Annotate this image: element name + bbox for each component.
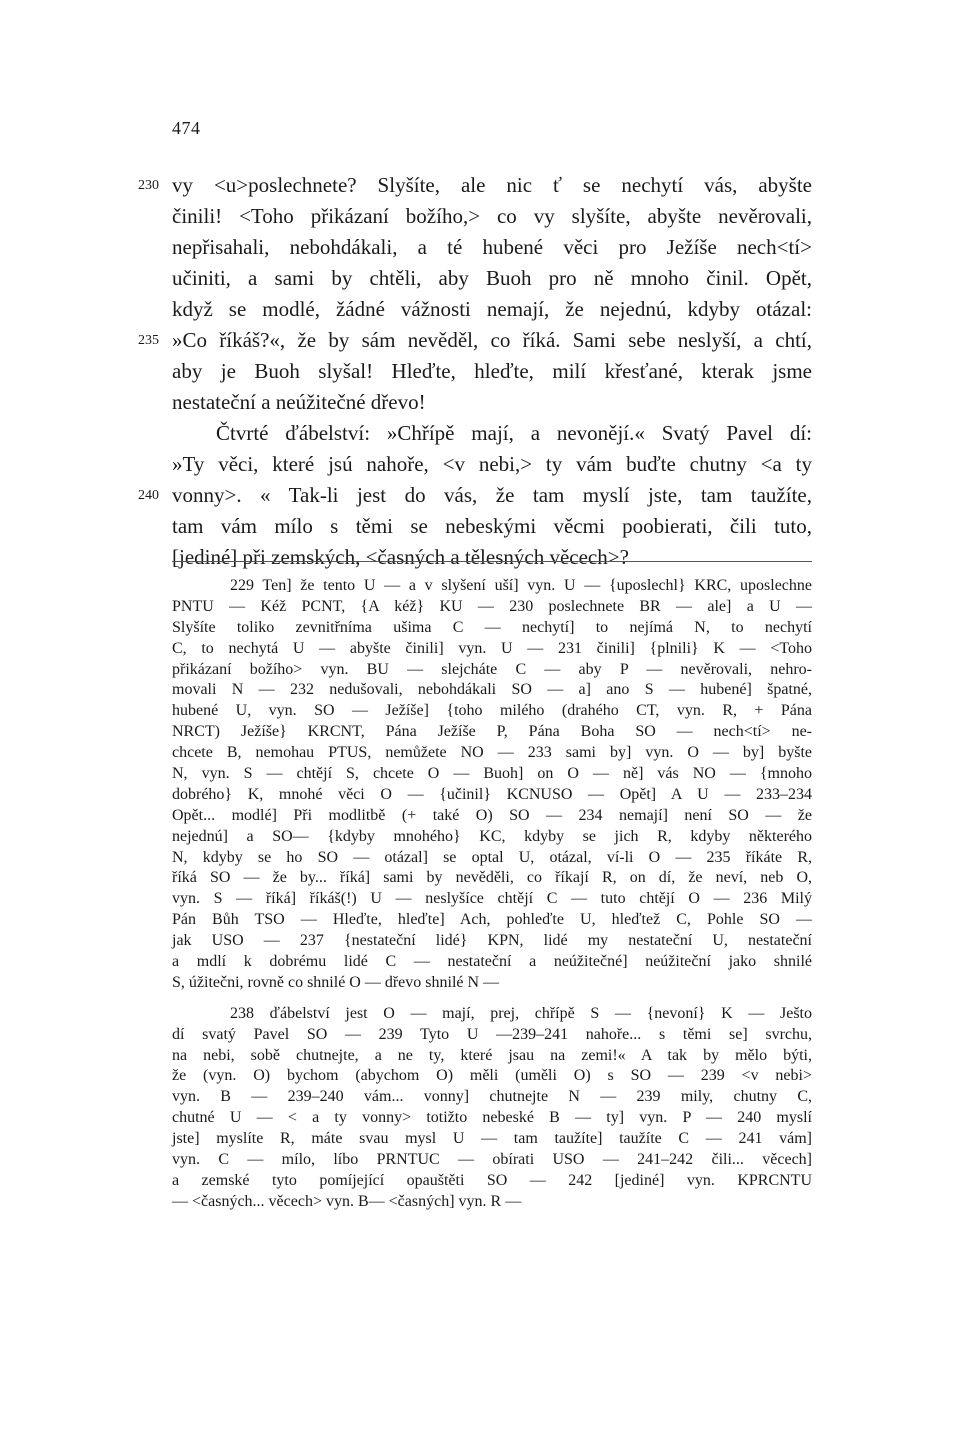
apparatus-line: a mdlí k dobrému lidé C — nestateční a neúžitečné] neúžiteční jako shnilé [172, 953, 812, 971]
apparatus-line: Slyšíte toliko zevnitřníma ušima C — nechytí] to nejímá N, to nechytí [172, 618, 812, 636]
text-line [138, 480, 812, 511]
apparatus-line: chutné U — < a ty vonny> totižto nebeské B — ty] vyn. P — 240 myslí [172, 1109, 812, 1127]
text-line [172, 449, 812, 480]
apparatus-line: hubené U, vyn. SO — Ježíše] {toho milého (drahého CT, vyn. R, + Pána [172, 702, 812, 720]
apparatus-line: říká SO — že by... říká] sami by nevěděli, co říkají R, on dí, že neví, neb O, [172, 869, 812, 887]
apparatus-line: dobrého} K, mnohé věci O — {učinil} KCNUSO — Opět] A U — 233–234 [172, 785, 812, 803]
line-text: když se modlé, žádné vážnosti nemají, že nejednú, kdyby otázal: [172, 297, 812, 321]
line-number: 230 [138, 178, 159, 193]
apparatus-line: dí svatý Pavel SO — 239 Tyto U —239–241 nahoře... s těmi se] svrchu, [172, 1025, 812, 1043]
line-number: 235 [138, 333, 159, 348]
line-text: vy <u>poslechnete? Slyšíte, ale nic ť se nechytí vás, abyšte [172, 173, 812, 197]
text-line [172, 263, 812, 294]
line-number: 240 [138, 488, 159, 503]
apparatus-line: movali N — 232 nedušovali, nebohdákali SO — a] ano S — hubené] špatné, [172, 681, 812, 699]
line-text: tam vám mílo s těmi se nebeskými věcmi poobierati, čili tuto, [172, 514, 812, 538]
apparatus-line: N, kdyby se ho SO — otázal] se optal U, otázal, ví-li O — 235 říkáte R, [172, 848, 812, 866]
apparatus-line: 238 ďábelství jest O — mají, prej, chřípě S — {nevoní} K — Ješto [230, 1004, 812, 1022]
line-text: učiniti, a sami by chtěli, aby Buoh pro ně mnoho činil. Opět, [172, 266, 812, 290]
line-text: »Ty věci, které jsú nahoře, <v nebi,> ty vám buďte chutny <a ty [172, 452, 812, 476]
line-text: nepřisahali, nebohdákali, a té hubené věci pro Ježíše nech<tí> [172, 235, 812, 259]
apparatus-line: nejednú] a SO— {kdyby mnohého} KC, kdyby se jich R, kdyby některého [172, 827, 812, 845]
apparatus-line: C, to nechytá U — abyšte činili] vyn. U — 231 činili] {plnili} K — <Toho [172, 639, 812, 657]
apparatus-line: jak USO — 237 {nestateční lidé} KPN, lidé my nestateční U, nestateční [172, 932, 812, 950]
apparatus-line: — <časných... věcech> vyn. B— <časných] vyn. R — [172, 1192, 522, 1210]
text-line [138, 325, 812, 356]
apparatus-line: NRCT) Ježíše} KRCNT, Pána Ježíše P, Pána Boha SO — nech<tí> ne- [172, 723, 812, 741]
apparatus-line: Pán Bůh TSO — Hleďte, hleďte] Ach, pohleďte U, hleďtež C, Pohle SO — [172, 911, 812, 929]
text-line [172, 232, 812, 263]
critical-apparatus [172, 576, 812, 1213]
text-line [138, 170, 812, 201]
apparatus-line: chcete B, nemohau PTUS, nemůžete NO — 233 sami by] vyn. O — by] byšte [172, 744, 812, 762]
line-text: vonny>. « Tak-li jest do vás, že tam myslí jste, tam taužíte, [172, 483, 812, 507]
apparatus-line: PNTU — Kéž PCNT, {A kéž} KU — 230 poslechnete BR — ale] a U — [172, 597, 812, 615]
text-line [172, 201, 812, 232]
line-text: nestateční a neúžitečné dřevo! [172, 390, 426, 414]
apparatus-line: že (vyn. O) bychom (abychom O) měli (uměli O) s SO — 239 <v nebi> [172, 1067, 812, 1085]
line-text: »Co říkáš?«, že by sám nevěděl, co říká. Sami sebe neslyší, a chtí, [172, 328, 812, 352]
line-text: [jediné] při zemských, <časných a tělesných věcech>? [172, 545, 629, 569]
line-text: aby je Buoh slyšal! Hleďte, hleďte, milí křesťané, kterak jsme [172, 359, 812, 383]
apparatus-line: na nebi, sobě chutnejte, a ne ty, které jsau na zemi!« A tak by mělo býti, [172, 1046, 812, 1064]
text-line [172, 418, 812, 449]
page-number: 474 [172, 118, 201, 138]
apparatus-line: přikázaní božího> vyn. BU — slejcháte C — aby P — nevěrovali, nehro- [172, 660, 812, 678]
text-line [172, 294, 812, 325]
footnote-rule [172, 561, 812, 562]
apparatus-line: S, úžitečni, rovně co shnilé O — dřevo shnilé N — [172, 973, 500, 991]
text-line [172, 511, 812, 542]
apparatus-line: jste] myslíte R, máte svau mysl U — tam taužíte] taužíte C — 241 vám] [172, 1130, 812, 1148]
line-text: Čtvrté ďábelství: »Chřípě mají, a nevonějí.« Svatý Pavel dí: [216, 421, 812, 445]
text-line [172, 356, 812, 387]
text-line [172, 387, 812, 418]
apparatus-line: 229 Ten] že tento U — a v slyšení uší] vyn. U — {uposlechl} KRC, uposlechne [230, 577, 812, 594]
main-text [138, 170, 812, 573]
text-line [172, 542, 812, 573]
apparatus-line: N, vyn. S — chtějí S, chcete O — Buoh] on O — ně] vás NO — {mnoho [172, 765, 812, 783]
apparatus-line: vyn. B — 239–240 vám... vonny] chutnejte N — 239 mily, chutny C, [172, 1088, 812, 1106]
apparatus-line: vyn. C — mílo, líbo PRNTUC — obírati USO — 241–242 čili... věcech] [172, 1151, 812, 1169]
apparatus-line: Opět... modlé] Při modlitbě (+ také O) SO — 234 nemají] není SO — že [172, 806, 812, 824]
apparatus-line: vyn. S — říká] říkáš(!) U — neslyšíce chtějí C — tuto chtějí O — 236 Milý [172, 890, 812, 908]
line-text: činili! <Toho přikázaní božího,> co vy slyšíte, abyšte nevěrovali, [172, 204, 812, 228]
apparatus-gap [172, 994, 812, 1004]
apparatus-line: a zemské tyto pomíjející opauštěti SO — 242 [jediné] vyn. KPRCNTU [172, 1171, 812, 1189]
